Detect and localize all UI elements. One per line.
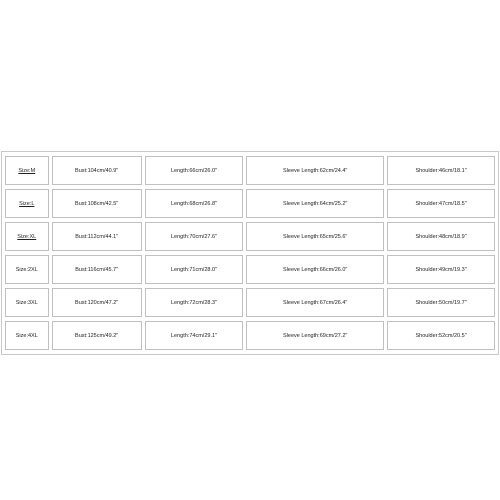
bust-cell: Bust:120cm/47.2": [52, 288, 142, 317]
bust-cell: Bust:125cm/49.2": [52, 321, 142, 350]
shoulder-cell: Shoulder:50cm/19.7": [387, 288, 495, 317]
size-cell: [5, 288, 49, 317]
table-row: [5, 222, 495, 251]
length-cell: Length:71cm/28.0": [145, 255, 244, 284]
shoulder-cell: Shoulder:52cm/20.5": [387, 321, 495, 350]
table-row: [5, 156, 495, 185]
shoulder-cell: Shoulder:46cm/18.1": [387, 156, 495, 185]
length-cell: Length:68cm/26.8": [145, 189, 244, 218]
size-cell: [5, 222, 49, 251]
length-cell: Length:72cm/28.3": [145, 288, 244, 317]
table-row: [5, 288, 495, 317]
table-row: [5, 255, 495, 284]
bust-cell: Bust:112cm/44.1": [52, 222, 142, 251]
sleeve-length-cell: Sleeve Length:65cm/25.6": [246, 222, 384, 251]
size-label: Size:2XL: [15, 266, 38, 273]
bust-cell: Bust:116cm/45.7": [52, 255, 142, 284]
size-label: Size:3XL: [15, 299, 38, 306]
size-cell: [5, 156, 49, 185]
size-chart-table: [1, 151, 499, 355]
size-cell: [5, 255, 49, 284]
size-label: Size:4XL: [15, 332, 38, 339]
shoulder-cell: Shoulder:48cm/18.9": [387, 222, 495, 251]
table-row: [5, 321, 495, 350]
shoulder-cell: Shoulder:49cm/19.3": [387, 255, 495, 284]
shoulder-cell: Shoulder:47cm/18.5": [387, 189, 495, 218]
sleeve-length-cell: Sleeve Length:64cm/25.2": [246, 189, 384, 218]
length-cell: Length:66cm/26.0": [145, 156, 244, 185]
size-cell: [5, 189, 49, 218]
size-label: Size:L: [19, 200, 35, 207]
size-label: Size:XL: [17, 233, 37, 240]
sleeve-length-cell: Sleeve Length:67cm/26.4": [246, 288, 384, 317]
bust-cell: Bust:104cm/40.9": [52, 156, 142, 185]
sleeve-length-cell: Sleeve Length:69cm/27.2": [246, 321, 384, 350]
size-cell: [5, 321, 49, 350]
sleeve-length-cell: Sleeve Length:66cm/26.0": [246, 255, 384, 284]
table-row: [5, 189, 495, 218]
sleeve-length-cell: Sleeve Length:62cm/24.4": [246, 156, 384, 185]
size-label: Size:M: [18, 167, 36, 174]
length-cell: Length:70cm/27.6": [145, 222, 244, 251]
bust-cell: Bust:108cm/42.5": [52, 189, 142, 218]
length-cell: Length:74cm/29.1": [145, 321, 244, 350]
